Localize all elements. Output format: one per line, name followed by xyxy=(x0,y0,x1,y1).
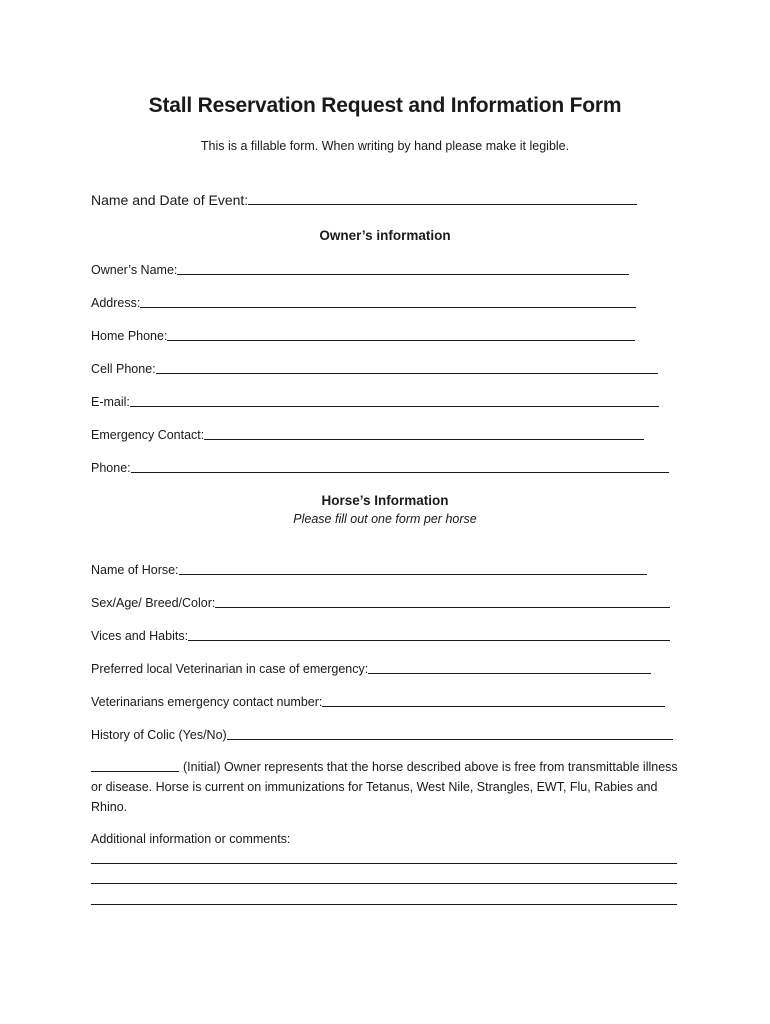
vet-field xyxy=(91,661,651,677)
email-input-line[interactable] xyxy=(130,394,659,407)
emergency-contact-input-line[interactable] xyxy=(204,427,644,440)
cell-phone-field xyxy=(91,361,658,377)
comments-label: Additional information or comments: xyxy=(91,832,291,846)
horse-name-label: Name of Horse: xyxy=(91,563,179,577)
colic-history-label: History of Colic (Yes/No) xyxy=(91,728,227,742)
horse-name-field xyxy=(91,562,647,578)
vices-habits-label: Vices and Habits: xyxy=(91,629,189,643)
horse-note: Please fill out one form per horse xyxy=(293,512,477,526)
form-title: Stall Reservation Request and Information Form xyxy=(148,94,622,117)
event-field xyxy=(91,192,637,208)
event-input-line[interactable] xyxy=(248,192,637,205)
comment-line[interactable] xyxy=(91,904,677,905)
vet-label: Preferred local Veterinarian in case of emergency: xyxy=(91,662,369,676)
vet-contact-input-line[interactable] xyxy=(322,694,665,707)
address-label: Address: xyxy=(91,296,141,310)
vet-input-line[interactable] xyxy=(368,661,651,674)
event-label: Name and Date of Event: xyxy=(91,192,249,208)
email-field xyxy=(91,394,659,410)
immunization-statement xyxy=(91,757,681,817)
cell-phone-input-line[interactable] xyxy=(156,361,658,374)
form-subtitle: This is a fillable form. When writing by hand please make it legible. xyxy=(200,139,570,153)
owner-name-field xyxy=(91,262,629,278)
sex-age-breed-label: Sex/Age/ Breed/Color: xyxy=(91,596,216,610)
horse-name-input-line[interactable] xyxy=(179,562,647,575)
vet-contact-label: Veterinarians emergency contact number: xyxy=(91,695,323,709)
sex-age-breed-field xyxy=(91,595,670,611)
colic-history-field xyxy=(91,727,673,743)
address-field xyxy=(91,295,636,311)
owner-name-label: Owner’s Name: xyxy=(91,263,178,277)
emergency-contact-field xyxy=(91,427,644,443)
home-phone-label: Home Phone: xyxy=(91,329,168,343)
vet-contact-field xyxy=(91,694,665,710)
vices-habits-input-line[interactable] xyxy=(188,628,670,641)
comment-line[interactable] xyxy=(91,883,677,884)
colic-history-input-line[interactable] xyxy=(227,727,673,740)
vices-habits-field xyxy=(91,628,670,644)
owner-heading: Owner’s information xyxy=(319,228,451,243)
email-label: E-mail: xyxy=(91,395,130,409)
cell-phone-label: Cell Phone: xyxy=(91,362,156,376)
emergency-phone-input-line[interactable] xyxy=(131,460,669,473)
emergency-phone-label: Phone: xyxy=(91,461,131,475)
immunization-statement-text: (Initial) Owner represents that the horse described above is free from transmittable illness or disease. Horse is current on immunizations for Tetanus, West Nile, Strangles, EWT, Flu, Rabies and Rhino. xyxy=(91,760,678,814)
owner-name-input-line[interactable] xyxy=(177,262,629,275)
sex-age-breed-input-line[interactable] xyxy=(215,595,670,608)
horse-heading: Horse’s Information xyxy=(321,493,449,508)
address-input-line[interactable] xyxy=(140,295,636,308)
home-phone-input-line[interactable] xyxy=(167,328,635,341)
emergency-phone-field xyxy=(91,460,669,476)
comment-line[interactable] xyxy=(91,863,677,864)
emergency-contact-label: Emergency Contact: xyxy=(91,428,205,442)
home-phone-field xyxy=(91,328,635,344)
initial-input-line[interactable] xyxy=(91,759,179,772)
